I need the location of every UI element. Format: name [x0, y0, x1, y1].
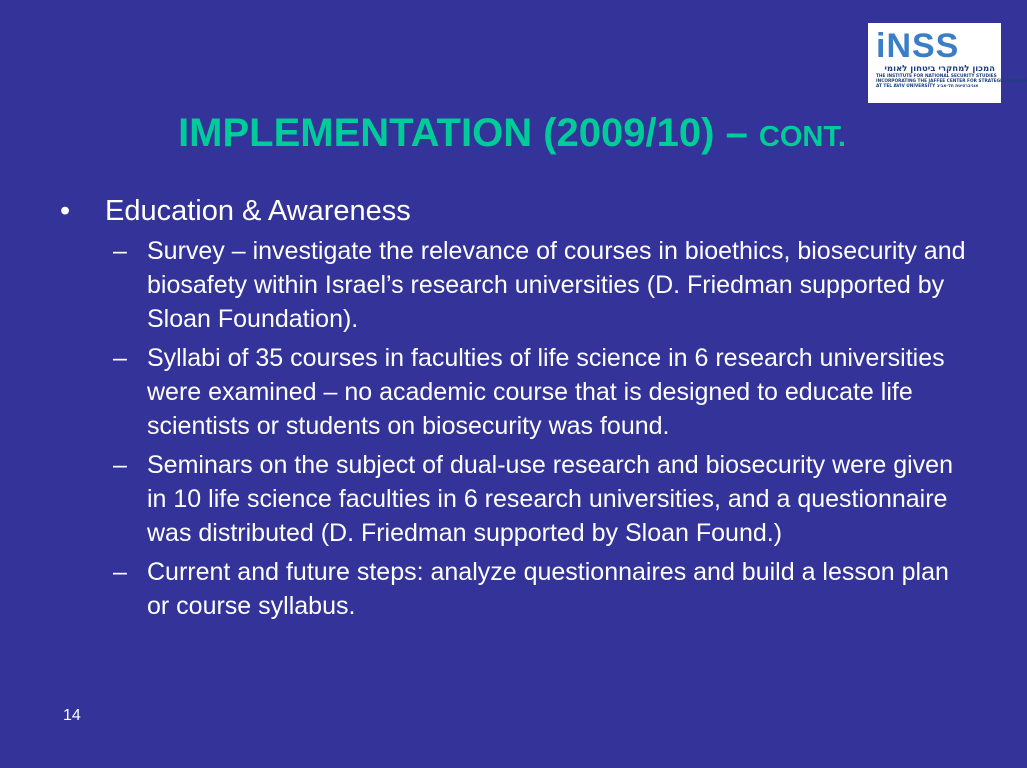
inss-logo-english-2: INCORPORATING THE JAFFEE CENTER FOR STRATEGIC STUDIES: [876, 79, 1027, 85]
sub-bullet-text: Syllabi of 35 courses in faculties of life science in 6 research universities were examined – no academic course that is designed to educate life scientists or students on biosecurity was found.: [147, 344, 945, 440]
sub-bullet-text: Seminars on the subject of dual-use research and biosecurity were given in 10 life science faculties in 6 research universities, and a questionnaire was distributed (D. Friedman supported by Sloan Found.): [147, 451, 953, 547]
bullet-mark: •: [60, 195, 71, 227]
sub-bullet-seminars: [113, 448, 980, 550]
inss-logo-mark: iNSS: [876, 27, 960, 65]
sub-bullet-survey: [113, 234, 980, 336]
bullet-education-awareness: [60, 194, 980, 228]
dash-mark: –: [113, 451, 127, 479]
slide-title: [0, 107, 1024, 163]
slide-title-suffix: CONT.: [758, 121, 846, 153]
inss-logo-hebrew: המכון למחקרי ביטחון לאומי: [884, 64, 995, 74]
dash-mark: –: [113, 237, 127, 265]
slide-title-main: IMPLEMENTATION (2009/10) –: [178, 111, 759, 155]
inss-logo-english-3: AT TEL AVIV UNIVERSITY אוניברסיטת תל-אביב: [876, 84, 979, 90]
dash-mark: –: [113, 344, 127, 372]
sub-bullet-text: Current and future steps: analyze questionnaires and build a lesson plan or course syllabus.: [147, 558, 949, 620]
sub-bullet-text: Survey – investigate the relevance of courses in bioethics, biosecurity and biosafety within Israel’s research universities (D. Friedman supported by Sloan Foundation).: [147, 237, 966, 333]
sub-bullet-list: [113, 234, 980, 623]
sub-bullet-next-steps: [113, 555, 980, 623]
bullet-text: Education & Awareness: [105, 195, 411, 227]
dash-mark: –: [113, 558, 127, 586]
slide-body: [60, 194, 980, 628]
inss-logo-english-1: THE INSTITUTE FOR NATIONAL SECURITY STUDIES: [876, 74, 997, 79]
page-number: 14: [63, 707, 81, 724]
inss-logo: [868, 23, 1027, 103]
sub-bullet-syllabi: [113, 341, 980, 443]
